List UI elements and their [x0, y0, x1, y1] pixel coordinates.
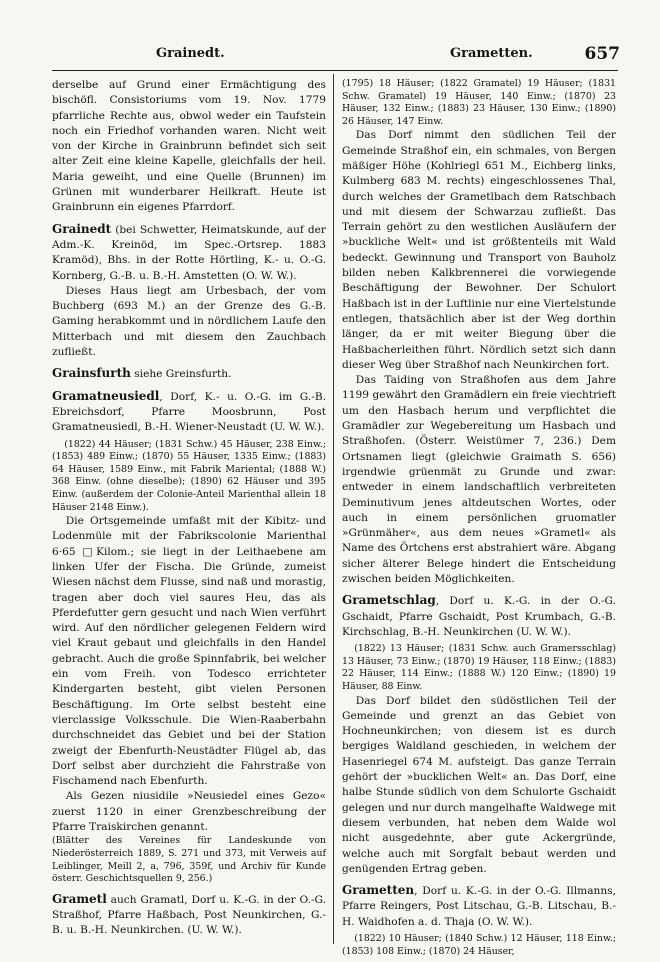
- entry-headword: Grametten: [342, 883, 415, 898]
- page-header: [52, 44, 620, 68]
- entry-headword: Gramatneusiedl: [52, 388, 160, 403]
- entry-paragraph: [52, 389, 326, 436]
- running-head-left: Grainedt.: [156, 46, 225, 61]
- entry-headword: Grametschlag: [342, 593, 436, 608]
- body-paragraph: Als Gezen niusidile »Neusiedel eines Gezo« zuerst 1120 in einer Grenzbeschreibung der Pfarre Traiskirchen genannt.: [52, 790, 326, 834]
- statistics-paragraph: (1822) 10 Häuser; (1840 Schw.) 12 Häuser, 118 Einw.; (1853) 108 Einw.; (1870) 24 Häuser,: [342, 933, 616, 957]
- header-rule: [52, 70, 618, 71]
- statistics-paragraph: (Blätter des Vereines für Landeskunde von Niederösterreich 1889, S. 271 und 373, mit Verweis auf Leiblinger, Meill 2, a, 796, 359f, und Archiv für Kunde österr. Geschichtsquellen 9, 256.): [52, 835, 326, 885]
- running-head-right: Grametten.: [450, 46, 533, 61]
- entry-headword: Grametl: [52, 891, 107, 906]
- statistics-paragraph: (1822) 13 Häuser; (1831 Schw. auch Gramersschlag) 13 Häuser, 73 Einw.; (1870) 19 Häuser, 118 Einw.; (1883) 22 Häuser, 114 Einw.; (1888 W.) 120 Einw.; (1890) 19 Häuser, 88 Einw.: [342, 643, 616, 692]
- entry-paragraph: [52, 366, 326, 382]
- entry-text: siehe Greinsfurth.: [130, 368, 232, 381]
- entry-headword: Grainsfurth: [52, 366, 131, 381]
- entry-text: auch Gramatl, Dorf u. K.-G. in der O.-G. Straßhof, Pfarre Haßbach, Post Neunkirchen, G.-B. u. B.-H. Neunkirchen. (U. W. W.).: [52, 893, 326, 937]
- entry-text: , Dorf, K.- u. O.-G. im G.-B. Ebreichsdorf, Pfarre Moosbrunn, Post Gramatneusiedl, B.-H. Wiener-Neustadt (U. W. W.).: [52, 390, 326, 434]
- entry-paragraph: [52, 892, 326, 939]
- entry-text: (bei Schwetter, Heimatskunde, auf der Adm.-K. Kreinöd, im Spec.-Ortsrep. 1883 Kramöd), Bhs. in der Rotte Hörtling, K.- u. O.-G. Kornberg, G.-B. u. B.-H. Amstetten (O. W. W.).: [52, 223, 326, 282]
- entry-paragraph: [342, 883, 616, 930]
- statistics-paragraph: (1795) 18 Häuser; (1822 Gramatel) 19 Häuser; (1831 Schw. Gramatel) 19 Häuser, 140 Einw.; (1870) 23 Häuser, 132 Einw.; (1883) 23 Häuser, 130 Einw.; (1890) 26 Häuser, 147 Einw.: [342, 78, 616, 127]
- body-paragraph: Dieses Haus liegt am Urbesbach, der vom Buchberg (693 M.) an der Grenze des G.-B. Gaming herabkommt und in nördlichem Laufe den Mitterbach und mit diesem den Zauchbach zufließt.: [52, 284, 326, 359]
- page-number: 657: [584, 44, 620, 64]
- body-paragraph: Das Dorf nimmt den südlichen Teil der Gemeinde Straßhof ein, ein schmales, von Bergen mäßiger Höhe (Kohlriegl 651 M., Eichberg links, Kulmberg 683 M. rechts) eingeschlossenes Thal, durch welches der Grametlbach dem Ratschbach und mit diesem der Schwarzau zufließt. Das Terrain gehört zu den westlichen Ausläufern der »buckliche Welt« und ist größtenteils mit Wald bedeckt. Gewinnung und Transport von Bauholz bilden neben Kalkbrennerei die vorwiegende Beschäftigung der Bewohner. Der Schulort Haßbach ist in der Luftlinie nur eine Viertelstunde entlegen, thatsächlich aber ist der Weg dorthin länger, da er mit weiter Biegung über die Haßbacherleithen führt. Nördlich setzt sich dann dieser Weg über Straßhof nach Neunkirchen fort.: [342, 129, 616, 371]
- left-column: [52, 78, 326, 939]
- entry-paragraph: [52, 222, 326, 284]
- body-paragraph: Das Taiding von Straßhofen aus dem Jahre 1199 gewährt den Gramädlern ein freie viechtrieft um den Hasbach herum und verpflichtet die Gramädler zur Wegebereitung um Hasbach und Straßhofen. (Österr. Weistümer 7, 236.) Dem Ortsnamen liegt (gleichwie Graimath S. 656) irgendwie grüenmät zu Grunde und zwar: entweder in einem landschaftlich verbreiteten Deminutivum jenes altdeutschen Wortes, oder auch in einem persönlichen gruomatler »Grünmäher«, aus dem neues »Grametl« als Name des Örtchens erst abstrahiert wäre. Abgang sicher älterer Belege hindert die Entscheidung zwischen beiden Möglichkeiten.: [342, 374, 616, 585]
- body-paragraph: Die Ortsgemeinde umfaßt mit der Kibitz- und Lodenmüle mit der Fabrikscolonie Marienthal 6·65 □Kilom.; sie liegt in der Leithaebene am linken Ufer der Fischa. Die Gründe, zumeist Wiesen nächst dem Flusse, sind naß und morastig, tragen aber doch viel saures Heu, das als Pferdefutter gern gesucht und nach Wien verführt wird. Auf den nördlicher gelegenen Feldern wird viel Kraut gebaut und gleichfalls in den Handel gebracht. Auch die große Spinnfabrik, bei welcher ein vom Freih. von Todesco errichteter Kindergarten besteht, gibt vielen Personen Beschäftigung. Im Orte selbst besteht eine vierclassige Volksschule. Die Wien-Raaberbahn durchschneidet das Gebiet und bei der Station zweigt der Ebenfurth-Neustädter Flügel ab, das Dorf selbst aber durchzieht die Fahrstraße von Fischamend nach Ebenfurth.: [52, 515, 326, 788]
- right-column: [342, 78, 616, 958]
- body-paragraph: Das Dorf bildet den südöstlichen Teil der Gemeinde und grenzt an das Gebiet von Hochneunkirchen; von diesem ist es durch bergiges Waldland geschieden, in welchem der Hasenriegel 674 M. aufsteigt. Das ganze Terrain gehört der »bucklichen Welt« an. Das Dorf, eine halbe Stunde südlich von dem Schulorte Gschaidt gelegen und nur durch mangelhafte Waldwege mit diesem verbunden, hat neben dem Walde wol nicht ausgedehnte, aber gute Ackergründe, welche auch mit Sorgfalt bebaut werden und genügenden Ertrag geben.: [342, 694, 616, 875]
- entry-paragraph: [342, 593, 616, 640]
- entry-text: , Dorf u. K.-G. in der O.-G. Gschaidt, Pfarre Gschaidt, Post Krumbach, G.-B. Kirchschlag, B.-H. Neunkirchen (U. W. W.).: [342, 595, 616, 638]
- column-divider: [333, 74, 334, 944]
- body-paragraph: derselbe auf Grund einer Ermächtigung des bischöfl. Consistoriums vom 19. Nov. 1779 pfarrliche Rechte aus, obwol weder ein Taufstein noch ein Friedhof vorhanden waren. Nicht weit von der Kirche in Grainbrunn befindet sich seit alter Zeit eine kleine Kapelle, gleichfalls der heil. Maria geweiht, und eine Quelle (Brunnen) im Grünen mit wunderbarer Heilkraft. Heute ist Grainbrunn ein eigenes Pfarrdorf.: [52, 79, 326, 214]
- statistics-paragraph: (1822) 44 Häuser; (1831 Schw.) 45 Häuser, 238 Einw.; (1853) 489 Einw.; (1870) 55 Häuser, 1335 Einw.; (1883) 64 Häuser, 1589 Einw., mit Fabrik Mariental; (1888 W.) 368 Einw. (ohne dieselbe); (1890) 62 Häuser und 395 Einw. (außerdem der Colonie-Anteil Marienthal allein 18 Häuser 2148 Einw.).: [52, 438, 326, 513]
- entry-headword: Grainedt: [52, 221, 112, 236]
- entry-text: , Dorf u. K.-G. in der O.-G. Illmanns, Pfarre Reingers, Post Litschau, G.-B. Litschau, B.-H. Waidhofen a. d. Thaja (O. W. W.).: [342, 885, 616, 928]
